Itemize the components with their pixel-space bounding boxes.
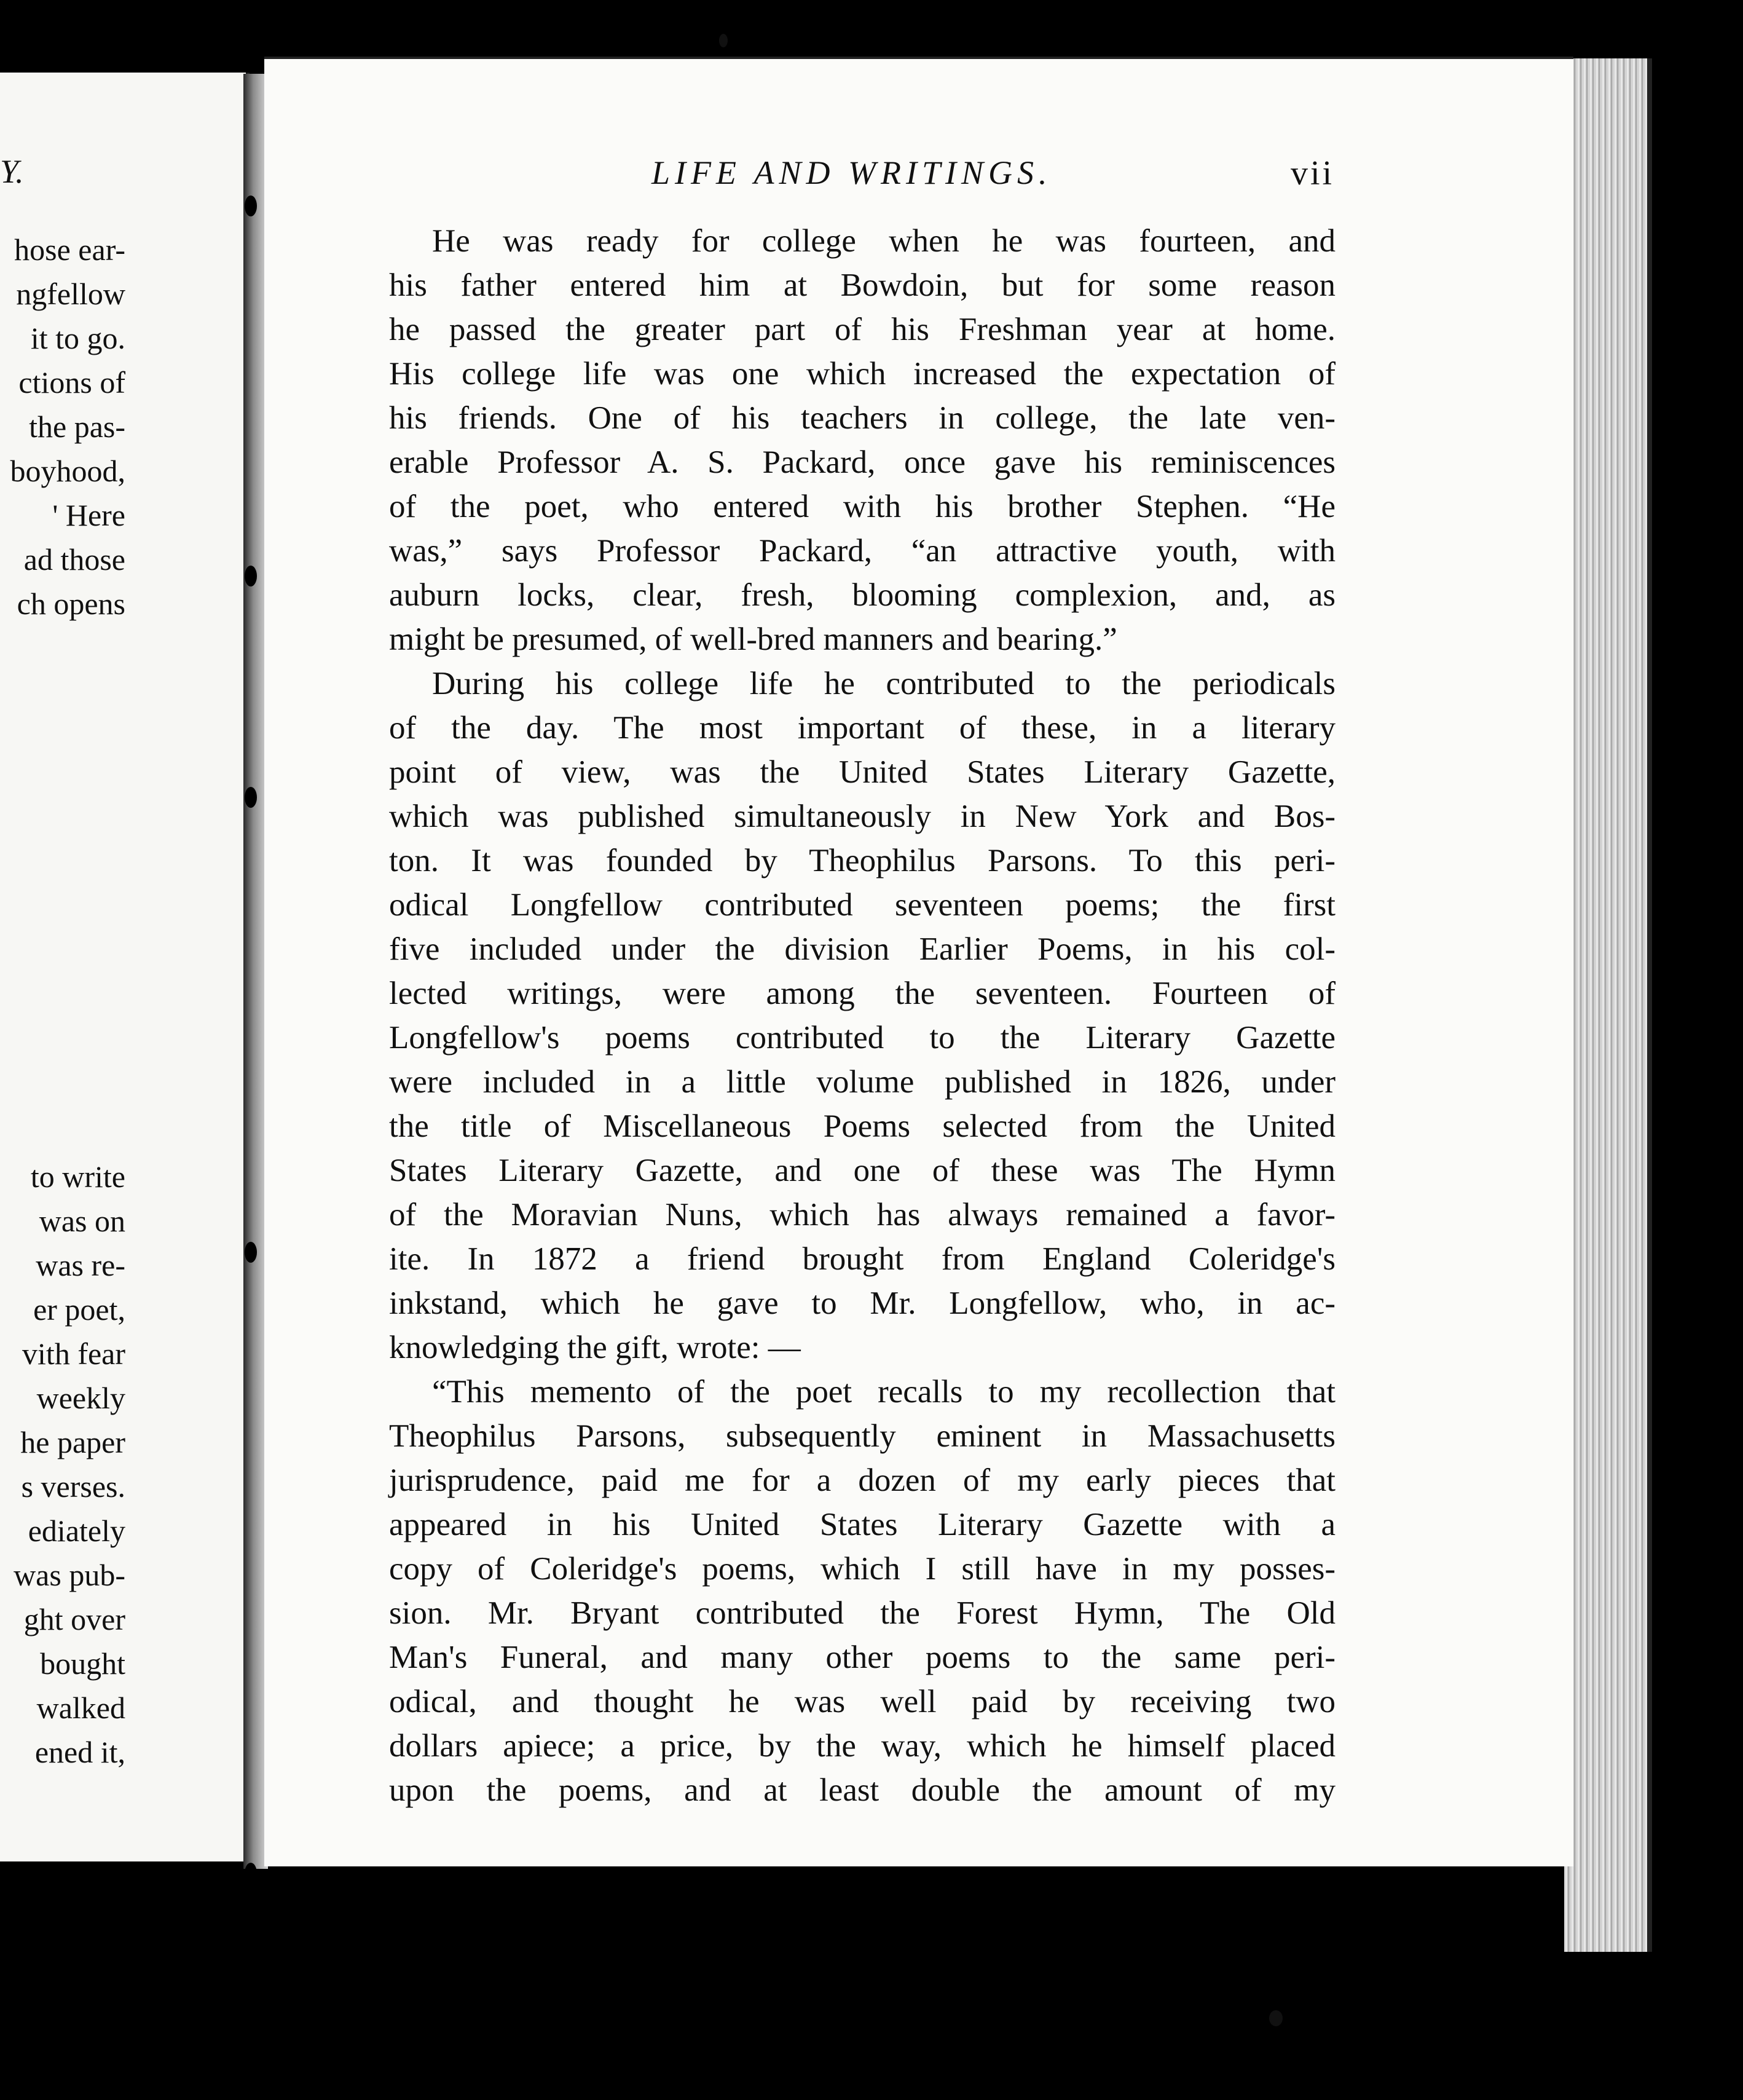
text-line: odical Longfellow contributed seventeen poems; the first [389,887,1336,923]
text-line: odical, and thought he was well paid by receiving two [389,1684,1336,1719]
text-line: might be presumed, of well-bred manners and bearing.” [389,622,1117,657]
running-head: LIFE AND WRITINGS. [651,154,1052,191]
left-page [0,73,250,1861]
text-line: were included in a little volume published in 1826, under [389,1064,1336,1100]
binding-stitch [245,566,257,586]
left-page-line: walked [36,1691,125,1725]
text-line: dollars apiece; a price, by the way, which he himself placed [389,1728,1336,1764]
text-line: He was ready for college when he was fourteen, and [432,223,1336,259]
text-line: ite. In 1872 a friend brought from England Coleridge's [389,1241,1336,1277]
text-line: the title of Miscellaneous Poems selected from the United [389,1108,1336,1144]
text-line: During his college life he contributed to the periodicals [432,666,1336,701]
text-line: his friends. One of his teachers in college, the late ven- [389,400,1336,436]
left-page-line: ediately [28,1514,125,1548]
text-line: lected writings, were among the seventeen. Fourteen of [389,976,1336,1011]
left-page-line: er poet, [33,1292,125,1327]
text-line: knowledging the gift, wrote: — [389,1330,801,1365]
page-edges [1564,58,1652,1952]
paragraph-3-quotation [389,1370,1336,1812]
text-line: he passed the greater part of his Freshman year at home. [389,312,1336,347]
left-page-line: to write [30,1159,125,1194]
paragraph-2 [389,661,1336,1370]
text-line: five included under the division Earlier Poems, in his col- [389,931,1336,967]
text-line: of the day. The most important of these, in a literary [389,710,1336,746]
text-line: of the poet, who entered with his brother Stephen. “He [389,489,1336,524]
left-page-line: ch opens [17,586,125,621]
text-line: copy of Coleridge's poems, which I still have in my posses- [389,1551,1336,1587]
binding-stitch [245,195,257,216]
left-page-line: ened it, [34,1735,125,1769]
left-page-line: s verses. [21,1469,125,1504]
left-page-line: it to go. [30,321,125,355]
text-line: Man's Funeral, and many other poems to the same peri- [389,1640,1336,1675]
text-line: ton. It was founded by Theophilus Parsons. To this peri- [389,843,1336,878]
left-page-line: vith fear [22,1336,125,1371]
binding-stitch [245,787,257,808]
left-page-line: ngfellow [16,277,125,311]
left-page-header-fragment: Y. [0,153,24,190]
scan-speck [1269,2010,1283,2026]
left-page-line: ' Here [52,498,125,532]
text-line: Longfellow's poems contributed to the Literary Gazette [389,1020,1336,1056]
text-line: was,” says Professor Packard, “an attractive youth, with [389,533,1336,569]
text-line: point of view, was the United States Literary Gazette, [389,754,1336,790]
text-line: “This memento of the poet recalls to my recollection that [432,1374,1336,1410]
text-line: his father entered him at Bowdoin, but for some reason [389,267,1336,303]
left-page-line: was pub- [14,1558,125,1592]
body-text [389,219,1336,1812]
left-page-line: was on [39,1204,125,1238]
text-line: of the Moravian Nuns, which has always remained a favor- [389,1197,1336,1233]
page-number: vii [1291,154,1335,192]
left-page-line: the pas- [29,409,125,444]
text-line: sion. Mr. Bryant contributed the Forest Hymn, The Old [389,1595,1336,1631]
left-page-line: was re- [36,1248,125,1282]
scan-speck [719,34,728,47]
text-line: jurisprudence, paid me for a dozen of my early pieces that [389,1462,1336,1498]
left-page-line: ght over [23,1602,125,1636]
text-line: erable Professor A. S. Packard, once gave his reminiscences [389,444,1336,480]
left-page-line: ad those [23,542,125,577]
paragraph-1 [389,219,1336,661]
left-page-line: hose ear- [14,232,125,267]
binding-stitch [245,1242,257,1263]
left-page-line: ctions of [18,365,125,400]
binding-stitch [245,1863,257,1884]
left-page-line: weekly [36,1381,125,1415]
left-page-line: boyhood, [10,454,125,488]
left-page-line: bought [40,1646,125,1681]
text-line: inkstand, which he gave to Mr. Longfellow, who, in ac- [389,1285,1336,1321]
text-line: upon the poems, and at least double the amount of my [389,1772,1336,1808]
text-line: His college life was one which increased the expectation of [389,356,1336,392]
text-line: Theophilus Parsons, subsequently eminent in Massachusetts [389,1418,1336,1454]
text-line: States Literary Gazette, and one of these was The Hymn [389,1153,1336,1188]
left-page-line: he paper [20,1425,125,1459]
text-line: which was published simultaneously in New York and Bos- [389,799,1336,834]
text-line: appeared in his United States Literary Gazette with a [389,1507,1336,1542]
text-line: auburn locks, clear, fresh, blooming complexion, and, as [389,577,1336,613]
